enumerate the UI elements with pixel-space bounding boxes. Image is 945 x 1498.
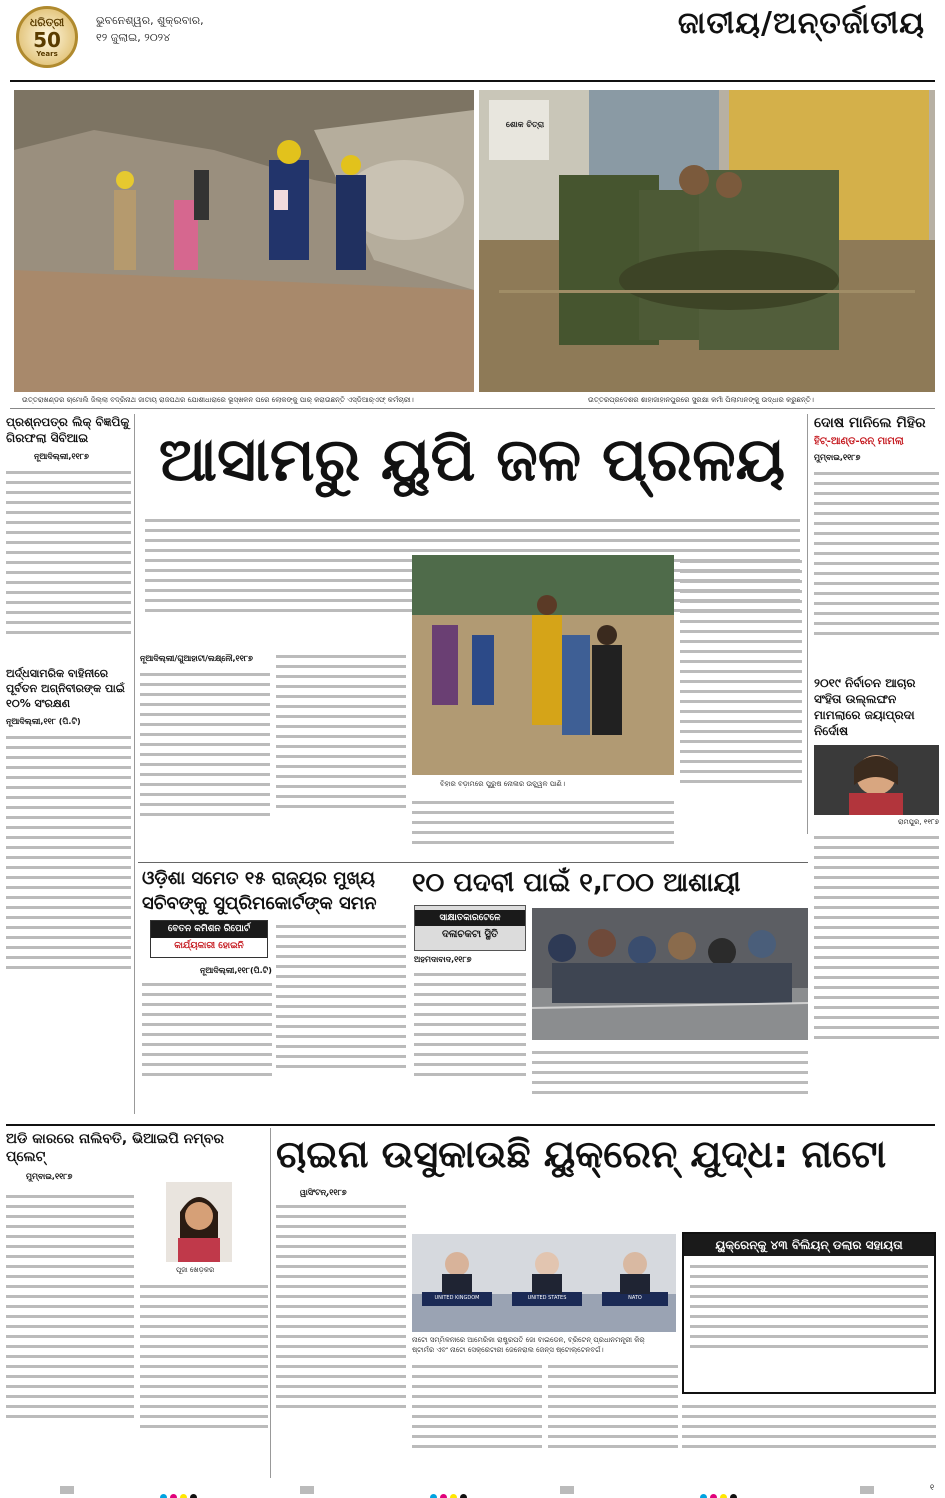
- mihir-body: [814, 467, 939, 667]
- nato-dateline: ୱାସିଂଟନ୍,୧୧୮୭: [300, 1188, 347, 1197]
- aspirants-badge-line2: ଦଳାଚକଟା ସ୍ଥିତି: [441, 929, 499, 940]
- nato-body-col3: [548, 1360, 678, 1480]
- footer-mark: [560, 1486, 574, 1494]
- bottom-divider: [6, 1124, 935, 1126]
- nato-body-col2: [412, 1360, 542, 1480]
- lead-dateline: ନୂଆଦିଲ୍ଲୀ/ଗୁଆହାଟୀ/ଲକ୍ଷ୍ନୌ,୧୧୮୭: [140, 654, 253, 663]
- nato-photo-caption-2: ଷ୍ଟାର୍ମର ଏବଂ ନାଟୋ ସେକ୍ରେଟାରୀ ଜେନେରାଲ ଜେନ୍ସ ଷ୍ଟୋଲ୍ଟେନବର୍ଗ।: [412, 1346, 604, 1354]
- aspirants-headline: ୧୦ ପଦବୀ ପାଇଁ ୧,୮୦୦ ଆଶାୟୀ: [412, 868, 741, 898]
- bottom-column-rule: [270, 1128, 271, 1478]
- aspirants-dateline: ଅହମଦାବାଦ,୧୧୮୭: [414, 955, 472, 964]
- shop-sign: ଶୋକ ଚିତ୍ରା: [505, 120, 545, 129]
- mihir-subhead: ହିଟ୍-ଆଣ୍ଡ-ରନ୍ ମାମଲା: [814, 436, 904, 447]
- section-title: ଜାତୀୟ/ଅନ୍ତର୍ଜାତୀୟ: [677, 6, 925, 41]
- logo-sub: Years: [36, 50, 58, 58]
- cbi-story: [6, 414, 131, 1001]
- lead-body-col2: [276, 650, 406, 860]
- puja-caption: ପୂଜା ଖେଡ଼କର: [176, 1266, 215, 1274]
- newspaper-logo: [16, 6, 78, 68]
- summons-box-line1: ବେତନ କମିଶନ ରିପୋର୍ଟ: [151, 921, 267, 938]
- jayaprada-photo: [814, 745, 939, 815]
- jayaprada-headline: ୨୦୧୯ ନିର୍ବାଚନ ଆଚାର ସଂହିତା ଉଲ୍ଲଙ୍ଘନ ମାମଲାରେ ଜୟାପ୍ରଦା ନିର୍ଦୋଷ: [814, 676, 916, 738]
- summons-body-col1: [142, 978, 272, 1118]
- nameplate-us: UNITED STATES: [527, 1295, 567, 1301]
- color-registration-3: [700, 1486, 740, 1498]
- mihir-headline: ଦୋଷ ମାନିଲେ ମିହିର: [814, 415, 926, 431]
- lead-body-col4: [412, 796, 674, 858]
- audi-body-col2: [140, 1280, 268, 1480]
- summons-dateline: ନୂଆଦିଲ୍ଲୀ,୧୧୮(ପି.ଟି): [200, 966, 272, 975]
- agniveer-headline: ଅର୍ଦ୍ଧସାମରିକ ବାହିନୀରେ ପୂର୍ବତନ ଅଗ୍ନିବୀରଙ୍କ ପାଇଁ ୧୦% ସଂରକ୍ଷଣ: [6, 667, 125, 710]
- cbi-body: [6, 466, 131, 656]
- right-photo-caption: ଉତ୍ତରପ୍ରଦେଶର ଶାହାଜାହାନପୁରରେ ସୁରକ୍ଷା କର୍ମୀ ପିଲାମାନଙ୍କୁ ଉଦ୍ଧାର କରୁଛନ୍ତି।: [588, 396, 814, 404]
- nameplate-uk: UNITED KINGDOM: [434, 1295, 480, 1301]
- lead-body-col3: [680, 555, 802, 855]
- dateline-header: [96, 12, 204, 46]
- masthead: [0, 0, 945, 82]
- summons-box: [150, 920, 268, 958]
- audi-headline: ଅଡି କାରରେ ନାଲିବତି, ଭିଆଇପି ନମ୍ବର ପ୍ଲେଟ୍: [6, 1131, 224, 1165]
- nato-body-col4: [682, 1400, 936, 1478]
- print-marks-footer: [0, 1482, 945, 1498]
- crowd-photo: [532, 908, 808, 1040]
- date-line-2: ୧୨ ଜୁଲାଇ, ୨୦୨୪: [96, 31, 171, 44]
- left-photo-caption: ଉତ୍ତରାଖଣ୍ଡର ଚାମୋଲି ଜିଲ୍ଲା ବଦ୍ରିନାଥ ଜାତୀୟ ରାଜପଥର ଯୋଶୀଧାରାରେ ଭୂସ୍ଖଳନ ପରେ ଲୋକଙ୍କୁ ପାର୍ କରାଉଛନ୍ତି ଏସ୍‌ଡିଆର୍‌ଏଫ୍ କର୍ମଚାରୀ।: [22, 396, 414, 404]
- column-rule-right: [807, 414, 808, 834]
- ukraine-aid-body: [684, 1256, 934, 1392]
- landslide-rescue-photo: [14, 90, 474, 392]
- footer-mark: [300, 1486, 314, 1494]
- ukraine-aid-headline: ୟୁକ୍ରେନ୍‌କୁ ୪୩ ବିଲିୟନ୍ ଡଲାର ସହାୟତା: [684, 1234, 934, 1256]
- nato-photo-caption-1: ନାଟୋ ସମ୍ମିଳନୀରେ ଆମେରିକା ରାଷ୍ଟ୍ରପତି ଜୋ ବାଇଡେନ, ବ୍ରିଟେନ୍ ପ୍ରଧାନମନ୍ତ୍ରୀ କିର୍: [412, 1336, 645, 1344]
- audi-story: [6, 1130, 266, 1182]
- bihar-flood-photo: [412, 555, 674, 775]
- nameplate-nato: NATO: [628, 1295, 642, 1301]
- agniveer-body: [6, 731, 131, 1001]
- cbi-headline: ପ୍ରଶ୍ନପତ୍ର ଲିକ୍ ବିଜ୍ଞପିକୁ ଗିରଫଲା ସିବିଆଇ: [6, 415, 130, 445]
- lead-body-col1: [140, 668, 270, 858]
- nato-body-col1: [276, 1200, 406, 1480]
- page-number: ୧: [930, 1483, 935, 1492]
- agniveer-dateline: ନୂଆଦିଲ୍ଲୀ,୧୧୮ (ପି.ଟି): [6, 717, 81, 726]
- audi-dateline: ମୁମ୍ବାଇ,୧୧୮୭: [26, 1172, 73, 1181]
- photo-divider: [10, 408, 935, 409]
- footer-mark: [860, 1486, 874, 1494]
- mihir-dateline: ମୁମ୍ବାଇ,୧୧୮୭: [814, 453, 861, 462]
- lead-headline: ଆସାମରୁ ୟୁପି ଜଳ ପ୍ରଳୟ: [158, 425, 786, 495]
- logo-number: 50: [33, 28, 61, 52]
- bihar-photo-caption: ବିହାର ବଡ଼ାମରେ ପୁରୁଷ ନୋଳାର ଉଚ୍ଛ୍ୱଳ ପାଣି।: [440, 780, 566, 788]
- audi-body-col1: [6, 1190, 134, 1480]
- logo-name: ଧରିତ୍ରୀ: [29, 16, 65, 29]
- flood-rescue-photo: [479, 90, 935, 392]
- summons-headline: ଓଡ଼ିଶା ସମେତ ୧୫ ରାଜ୍ୟର ମୁଖ୍ୟ ସଚିବଙ୍କୁ ସୁପ୍ରିମକୋର୍ଟଙ୍କ ସମନ: [142, 868, 377, 914]
- middle-divider: [138, 862, 808, 863]
- aspirants-body-col1: [414, 968, 526, 1118]
- color-registration-2: [430, 1486, 470, 1498]
- masthead-divider: [10, 80, 935, 82]
- summons-body-col2: [276, 920, 406, 1120]
- jayaprada-body: [814, 831, 939, 1071]
- aspirants-badge-line1: ସାକ୍ଷାତକାରଟେଳେ: [415, 910, 525, 926]
- column-rule: [134, 414, 135, 1114]
- jayaprada-caption: ରାମପୁର, ୧୧୮୭: [897, 818, 939, 826]
- date-line-1: ଭୁବନେଶ୍ୱର, ଶୁକ୍ରବାର,: [96, 14, 204, 27]
- color-registration-1: [160, 1486, 200, 1498]
- nato-headline: ଚାଇନା ଉସୁକାଉଛି ୟୁକ୍ରେନ୍ ଯୁଦ୍ଧ: ନାଟୋ: [276, 1132, 887, 1176]
- cbi-dateline: ନୂଆଦିଲ୍ଲୀ,୧୧୮୭: [34, 452, 89, 461]
- nato-summit-photo: [412, 1234, 676, 1332]
- ukraine-aid-box: [682, 1232, 936, 1394]
- puja-khedkar-photo: [166, 1182, 232, 1262]
- aspirants-badge: [414, 905, 526, 951]
- footer-mark: [60, 1486, 74, 1494]
- summons-box-line2: କାର୍ଯ୍ୟକାରୀ ହୋଇନି: [174, 941, 244, 951]
- mihir-story: [814, 414, 939, 1071]
- aspirants-body-col2: [532, 1046, 808, 1116]
